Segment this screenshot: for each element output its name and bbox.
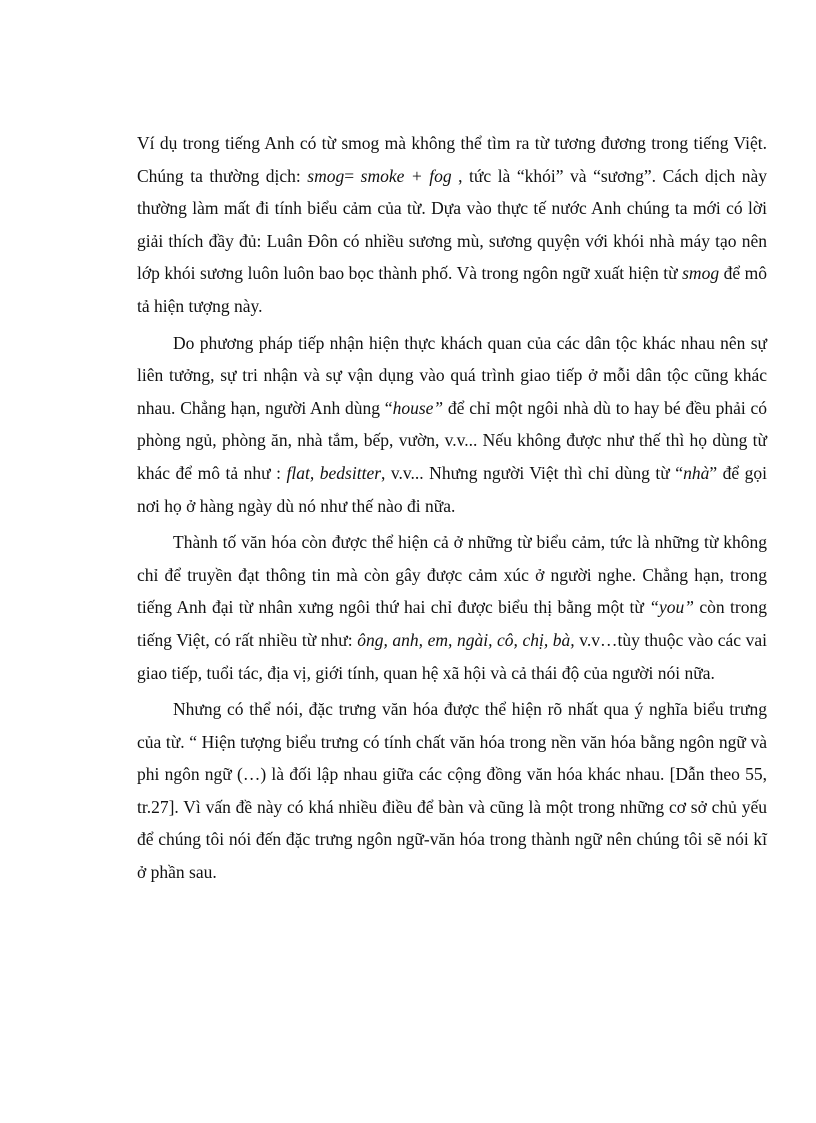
text-run: = [344, 165, 361, 186]
paragraph-symbolic-meaning [137, 693, 767, 889]
italic-term: nhà [683, 462, 710, 483]
text-run: Do phương pháp tiếp nhận hiện thực khách quan của các dân tộc khác nhau nên sự liên tưởng, sự tri nhận và sự vận dụng vào quá trình giao tiếp ở mỗi dân tộc cũng khác nhau. Chẳng hạn, người Anh dùng “ [137, 332, 767, 418]
italic-term: smoke + fog [360, 165, 452, 186]
text-run: Thành tố văn hóa còn được thể hiện cả ở những từ biểu cảm, tức là những từ không chỉ để truyền đạt thông tin mà còn gây được cảm xúc ở người nghe. Chẳng hạn, trong tiếng Anh đại từ nhân xưng ngôi thứ hai chỉ được biểu thị bằng một từ [137, 532, 767, 618]
text-run: Nhưng có thể nói, đặc trưng văn hóa được thể hiện rõ nhất qua ý nghĩa biểu trưng của từ. “ Hiện tượng biểu trưng có tính chất văn hóa trong nền văn hóa bằng ngôn ngữ và phi ngôn ngữ (…) là đối lập nhau giữa các cộng đồng văn hóa khác nhau. [Dẫn theo 55, tr.27]. Vì vấn đề này có khá nhiều điều để bàn và cũng là một trong những cơ sở chủ yếu để chúng tôi nói đến đặc trưng ngôn ngữ-văn hóa trong thành ngữ nên chúng tôi sẽ nói kĩ ở phần sau. [137, 699, 767, 883]
text-run: v.v…tùy thuộc vào các vai giao tiếp, tuổi tác, địa vị, giới tính, quan hệ xã hội và cả thái độ của người nói nữa. [137, 629, 767, 683]
text-run: ” để gọi nơi họ ở hàng ngày dù nó như thế nào đi nữa. [137, 462, 768, 516]
text-run: để chỉ một ngôi nhà dù to hay bé đều phải có phòng ngủ, phòng ăn, nhà tắm, bếp, vườn, v.v... Nếu không được như thế thì họ dùng từ khác để mô tả như : [137, 397, 768, 483]
text-run: còn trong tiếng Việt, có rất nhiều từ như: [137, 597, 767, 650]
italic-term: smog [682, 263, 720, 284]
italic-term: “you” [649, 597, 695, 618]
paragraph-house-example [137, 327, 767, 523]
text-run: Ví dụ trong tiếng Anh có từ smog mà không thể tìm ra từ tương đương trong tiếng Việt. Chúng ta thường dịch: [137, 133, 767, 186]
paragraph-smog-example [137, 127, 767, 323]
text-run: , tức là “khói” và “sương”. Cách dịch này thường làm mất đi tính biểu cảm của từ. Dựa vào thực tế nước Anh chúng ta mới có lời giải thích đầy đủ: Luân Đôn có nhiều sương mù, sương quyện với khói nhà máy tạo nên lớp khói sương luôn luôn bao bọc thành phố. Và trong ngôn ngữ xuất hiện từ [137, 165, 767, 284]
italic-term: house” [392, 397, 444, 418]
text-run: , v.v... Nhưng người Việt thì chỉ dùng từ “ [381, 462, 684, 483]
italic-term: ông, anh, em, ngài, cô, chị, bà, [357, 629, 575, 650]
text-run: để mô tả hiện tượng này. [137, 263, 767, 316]
italic-term: smog [307, 165, 345, 186]
document-page [137, 127, 767, 889]
paragraph-pronoun-example [137, 526, 767, 689]
italic-term: flat, bedsitter [286, 462, 382, 483]
